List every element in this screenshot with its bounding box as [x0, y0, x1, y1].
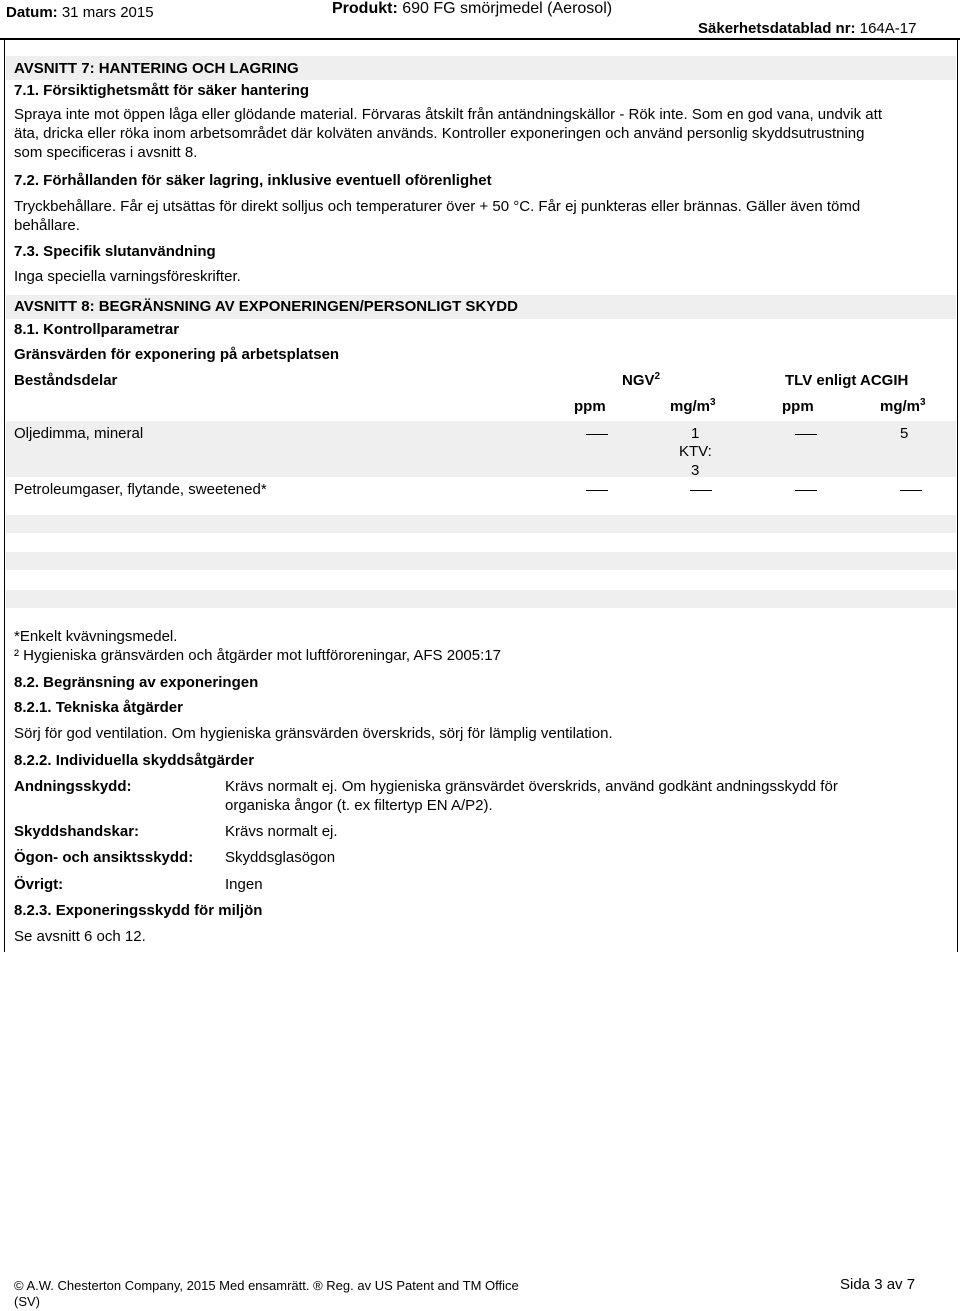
ppe-eyes-value: Skyddsglasögon [225, 849, 336, 866]
sub-ngv-ppm: ppm [574, 398, 606, 415]
s82-title: 8.2. Begränsning av exponeringen [14, 674, 259, 691]
ppe-gloves-value: Krävs normalt ej. [225, 823, 338, 840]
header-sds [698, 20, 916, 38]
row2-ngv-mgm-dash [690, 490, 712, 491]
sub-ngv-mgm-sup: 3 [710, 397, 716, 408]
footer-copyright: © A.W. Chesterton Company, 2015 Med ensamrätt. ® Reg. av US Patent and TM Office [14, 1278, 519, 1293]
footnote-two: ² Hygieniska gränsvärden och åtgärder mot luftföroreningar, AFS 2005:17 [14, 647, 501, 664]
row1-ngv-mgm-2: KTV: [679, 443, 712, 460]
sub-ngv-mgm-label: mg/m [670, 398, 711, 415]
row1-tlv-ppm-dash [795, 434, 817, 435]
s73-title: 7.3. Specifik slutanvändning [14, 243, 216, 260]
col-ngv-label: NGV [622, 372, 655, 389]
col-component: Beståndsdelar [14, 372, 118, 389]
frame-left [4, 40, 5, 952]
table-row-empty [6, 515, 956, 533]
s821-text: Sörj för god ventilation. Om hygieniska gränsvärden överskrids, sörj för lämplig ventilation. [14, 725, 613, 742]
s81-title: 8.1. Kontrollparametrar [14, 321, 180, 338]
ppe-other-label: Övrigt: [14, 876, 64, 893]
footer-page-number: Sida 3 av 7 [840, 1276, 916, 1293]
ppe-respiratory-label: Andningsskydd: [14, 778, 132, 795]
ppe-eyes-label: Ögon- och ansiktsskydd: [14, 849, 194, 866]
footer-lang: (SV) [14, 1294, 40, 1309]
table-row [6, 421, 956, 477]
product-value: 690 FG smörjmedel (Aerosol) [402, 0, 613, 17]
row1-tlv-mgm: 5 [900, 425, 909, 442]
s822-title: 8.2.2. Individuella skyddsåtgärder [14, 752, 255, 769]
col-ngv-sup: 2 [654, 371, 661, 382]
header-date [6, 4, 154, 22]
date-label: Datum: [6, 4, 58, 21]
row2-ngv-ppm-dash [586, 490, 608, 491]
row1-ngv-mgm-3: 3 [691, 462, 700, 479]
col-ngv [622, 371, 660, 390]
footnote-asterisk: *Enkelt kvävningsmedel. [14, 628, 178, 645]
table-row-empty [6, 552, 956, 570]
s71-title: 7.1. Försiktighetsmått för säker hantering [14, 82, 310, 99]
product-label: Produkt: [332, 0, 398, 17]
sub-tlv-mgm-label: mg/m [880, 398, 921, 415]
sds-label: Säkerhetsdatablad nr: [698, 20, 856, 37]
ppe-gloves-label: Skyddshandskar: [14, 823, 140, 840]
row2-tlv-mgm-dash [900, 490, 922, 491]
row1-ngv-mgm-1: 1 [691, 425, 700, 442]
col-tlv: TLV enligt ACGIH [785, 372, 909, 389]
sub-tlv-ppm: ppm [782, 398, 814, 415]
header-rule [0, 38, 960, 40]
ppe-respiratory-line1: Krävs normalt ej. Om hygieniska gränsvärdet överskrids, använd godkänt andningsskydd för [225, 778, 838, 795]
s71-line2: äta, dricka eller röka inom arbetsområdet där kolväten används. Kontroller exponeringen och använd personlig skyddsutrustning [14, 125, 865, 142]
row1-name: Oljedimma, mineral [14, 425, 144, 442]
s821-title: 8.2.1. Tekniska åtgärder [14, 699, 183, 716]
s71-line3: som specificeras i avsnitt 8. [14, 144, 198, 161]
s73-text: Inga speciella varningsföreskrifter. [14, 268, 241, 285]
section7-title: AVSNITT 7: HANTERING OCH LAGRING [14, 60, 299, 77]
sub-tlv-mgm [880, 397, 926, 416]
s72-title: 7.2. Förhållanden för säker lagring, inklusive eventuell oförenlighet [14, 172, 492, 189]
s823-text: Se avsnitt 6 och 12. [14, 928, 146, 945]
row2-name: Petroleumgaser, flytande, sweetened* [14, 481, 267, 498]
s72-line2: behållare. [14, 217, 80, 234]
limits-title: Gränsvärden för exponering på arbetsplatsen [14, 346, 340, 363]
ppe-other-value: Ingen [225, 876, 263, 893]
sds-value: 164A-17 [859, 20, 917, 37]
header-product [332, 0, 612, 18]
s71-line1: Spraya inte mot öppen låga eller glödande material. Förvaras åtskilt från antändningskällor - Rök inte. Som en god vana, undvik att [14, 106, 882, 123]
sub-tlv-mgm-sup: 3 [920, 397, 926, 408]
frame-right [957, 40, 958, 952]
s823-title: 8.2.3. Exponeringsskydd för miljön [14, 902, 263, 919]
ppe-respiratory-line2: organiska ångor (t. ex filtertyp EN A/P2). [225, 797, 493, 814]
sub-ngv-mgm [670, 397, 716, 416]
date-value: 31 mars 2015 [61, 4, 154, 21]
row1-ngv-ppm-dash [586, 434, 608, 435]
row2-tlv-ppm-dash [795, 490, 817, 491]
table-row-empty [6, 590, 956, 608]
s72-line1: Tryckbehållare. Får ej utsättas för direkt solljus och temperaturer över + 50 °C. Får ej punkteras eller brännas. Gäller även tömd [14, 198, 861, 215]
section8-title: AVSNITT 8: BEGRÄNSNING AV EXPONERINGEN/PERSONLIGT SKYDD [14, 298, 518, 315]
